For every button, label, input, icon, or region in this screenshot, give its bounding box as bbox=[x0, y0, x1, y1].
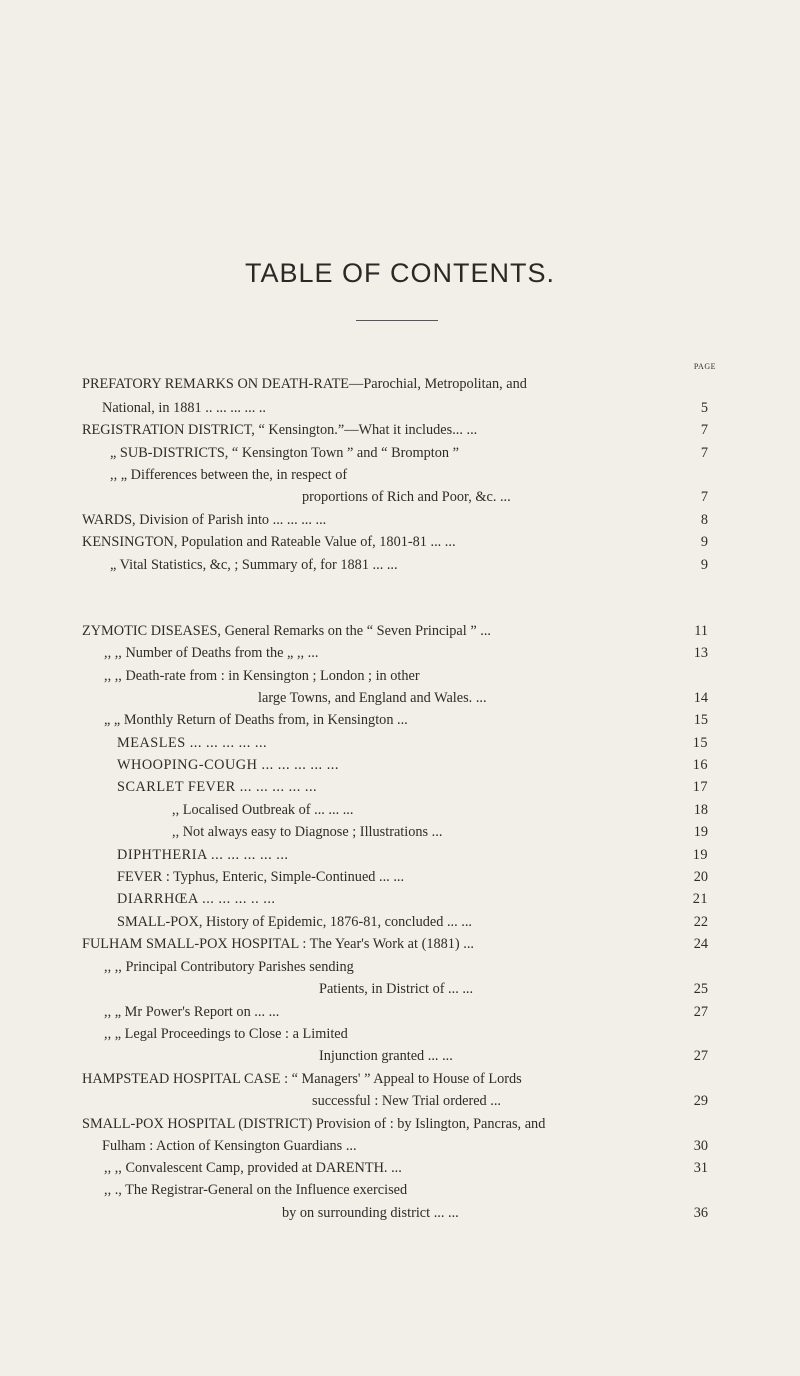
toc-entry bbox=[82, 800, 722, 820]
toc-entry bbox=[82, 688, 722, 708]
toc-entry-text: DIPHTHERIA ... ... ... ... ... bbox=[117, 847, 289, 863]
toc-entry-text: ,, Not always easy to Diagnose ; Illustrations ... bbox=[172, 824, 443, 840]
toc-entry-text: REGISTRATION DISTRICT, “ Kensington.”—What it includes... ... bbox=[82, 422, 478, 438]
toc-entry bbox=[82, 1069, 722, 1089]
toc-entry-page: 5 bbox=[700, 400, 708, 416]
toc-entry-text: „ Vital Statistics, &c, ; Summary of, for 1881 ... ... bbox=[110, 557, 398, 573]
toc-entry-text: large Towns, and England and Wales. ... bbox=[258, 690, 487, 706]
toc-entry-page: 15 bbox=[693, 712, 708, 728]
toc-entry-page: 7 bbox=[700, 445, 708, 461]
toc-entry-text: ,, ,, Principal Contributory Parishes sending bbox=[104, 959, 354, 975]
toc-entry bbox=[82, 398, 722, 418]
toc-entry-page: 17 bbox=[692, 779, 708, 795]
toc-entry-text: ,, ,, Number of Deaths from the „ ,, ... bbox=[104, 645, 319, 661]
toc-entry-text: by on surrounding district ... ... bbox=[282, 1205, 459, 1221]
toc-entry-page: 20 bbox=[693, 869, 708, 885]
toc-entry-text: SCARLET FEVER ... ... ... ... ... bbox=[117, 779, 318, 795]
toc-entry-page: 18 bbox=[693, 802, 708, 818]
toc-entry bbox=[82, 1046, 722, 1066]
toc-entry-text: Patients, in District of ... ... bbox=[319, 981, 474, 997]
toc-entry-page: 22 bbox=[693, 914, 708, 930]
toc-entry-text: Fulham : Action of Kensington Guardians ... bbox=[102, 1138, 357, 1154]
toc-entry-page: 21 bbox=[692, 891, 708, 907]
toc-entry-page: 9 bbox=[700, 557, 708, 573]
toc-entry-text: „ „ Monthly Return of Deaths from, in Kensington ... bbox=[104, 712, 408, 728]
toc-entry-text: ,, „ Legal Proceedings to Close : a Limited bbox=[104, 1026, 348, 1042]
toc-entry-text: proportions of Rich and Poor, &c. ... bbox=[302, 489, 511, 505]
toc-entry bbox=[82, 979, 722, 999]
toc-entry-text: PREFATORY REMARKS ON DEATH-RATE—Parochial, Metropolitan, and bbox=[82, 376, 527, 392]
toc-entry-text: National, in 1881 .. ... ... ... .. bbox=[102, 400, 267, 416]
toc-entry-page: 31 bbox=[693, 1160, 708, 1176]
toc-entry-page: 16 bbox=[692, 757, 708, 773]
toc-entry bbox=[82, 374, 722, 394]
toc-entry-text: FULHAM SMALL-POX HOSPITAL : The Year's Work at (1881) ... bbox=[82, 936, 474, 952]
title-rule bbox=[356, 320, 438, 321]
toc-entry-text: WARDS, Division of Parish into ... ... ... ... bbox=[82, 512, 327, 528]
toc-entry-text: ,, ., The Registrar-General on the Influence exercised bbox=[104, 1182, 408, 1198]
toc-entry-text: ,, „ Differences between the, in respect of bbox=[110, 467, 348, 483]
toc-entry-page: 7 bbox=[700, 422, 708, 438]
toc-entry-page: 7 bbox=[700, 489, 708, 505]
toc-entry bbox=[82, 934, 722, 954]
toc-entry-page: 27 bbox=[693, 1048, 708, 1064]
page-column-header: page bbox=[693, 360, 716, 372]
toc-entry-page: 8 bbox=[700, 512, 708, 528]
toc-entry bbox=[82, 1158, 722, 1178]
toc-entry-text: DIARRHŒA ... ... ... .. ... bbox=[117, 891, 276, 907]
toc-entry bbox=[82, 510, 722, 530]
toc-entry bbox=[82, 666, 722, 686]
toc-entry-text: ,, „ Mr Power's Report on ... ... bbox=[104, 1004, 280, 1020]
toc-entry-text: successful : New Trial ordered ... bbox=[312, 1093, 502, 1109]
toc-entry-text: MEASLES ... ... ... ... ... bbox=[117, 735, 268, 751]
toc-entry-text: FEVER : Typhus, Enteric, Simple-Continued ... ... bbox=[117, 869, 405, 885]
toc-entry bbox=[82, 777, 722, 797]
toc-entry-page: 25 bbox=[693, 981, 708, 997]
toc-entry bbox=[82, 845, 722, 865]
toc-entry bbox=[82, 867, 722, 887]
toc-entry-page: 15 bbox=[692, 735, 708, 751]
toc-entry bbox=[82, 733, 722, 753]
toc-entry-text: SMALL-POX HOSPITAL (DISTRICT) Provision of : by Islington, Pancras, and bbox=[82, 1116, 546, 1132]
toc-entry-text: SMALL-POX, History of Epidemic, 1876-81, concluded ... ... bbox=[117, 914, 472, 930]
toc-entry bbox=[82, 532, 722, 552]
toc-entry-page: 27 bbox=[693, 1004, 708, 1020]
toc-entry bbox=[82, 465, 722, 485]
toc-entry bbox=[82, 443, 722, 463]
toc-entry-text: ,, ,, Death-rate from : in Kensington ; London ; in other bbox=[104, 668, 420, 684]
toc-entry bbox=[82, 889, 722, 909]
toc-entry bbox=[82, 1114, 722, 1134]
toc-entry bbox=[82, 487, 722, 507]
toc-entry-page: 36 bbox=[693, 1205, 708, 1221]
toc-entry bbox=[82, 1091, 722, 1111]
toc-entry-page: 9 bbox=[700, 534, 708, 550]
toc-entry bbox=[82, 555, 722, 575]
toc-entry bbox=[82, 822, 722, 842]
toc-entry-page: 24 bbox=[693, 936, 708, 952]
toc-entry bbox=[82, 755, 722, 775]
toc-entry-text: „ SUB-DISTRICTS, “ Kensington Town ” and “ Brompton ” bbox=[110, 445, 459, 461]
toc-entry-page: 30 bbox=[693, 1138, 708, 1154]
toc-entry-page: 13 bbox=[693, 645, 708, 661]
page-title: TABLE OF CONTENTS. bbox=[244, 258, 556, 288]
toc-entry bbox=[82, 1203, 722, 1223]
toc-entry bbox=[82, 621, 722, 641]
toc-entry-text: WHOOPING-COUGH ... ... ... ... ... bbox=[117, 757, 339, 773]
toc-entry bbox=[82, 912, 722, 932]
toc-entry bbox=[82, 643, 722, 663]
toc-entry-text: ,, Localised Outbreak of ... ... ... bbox=[172, 802, 354, 818]
toc-entry-text: Injunction granted ... ... bbox=[319, 1048, 453, 1064]
toc-entry bbox=[82, 420, 722, 440]
toc-entry bbox=[82, 957, 722, 977]
toc-entry-page: 19 bbox=[693, 824, 708, 840]
toc-entry bbox=[82, 1024, 722, 1044]
toc-entry bbox=[82, 1002, 722, 1022]
toc-entry-text: ZYMOTIC DISEASES, General Remarks on the “ Seven Principal ” ... bbox=[82, 623, 491, 639]
toc-entry bbox=[82, 710, 722, 730]
toc-entry-page: 11 bbox=[694, 623, 708, 639]
toc-entry bbox=[82, 1136, 722, 1156]
toc-entry bbox=[82, 1180, 722, 1200]
toc-entry-text: KENSINGTON, Population and Rateable Value of, 1801-81 ... ... bbox=[82, 534, 456, 550]
toc-entry-page: 29 bbox=[693, 1093, 708, 1109]
toc-entry-page: 14 bbox=[693, 690, 708, 706]
toc-entry-text: HAMPSTEAD HOSPITAL CASE : “ Managers' ” Appeal to House of Lords bbox=[82, 1071, 522, 1087]
toc-entry-text: ,, ,, Convalescent Camp, provided at DARENTH. ... bbox=[104, 1160, 402, 1176]
toc-entry-page: 19 bbox=[692, 847, 708, 863]
